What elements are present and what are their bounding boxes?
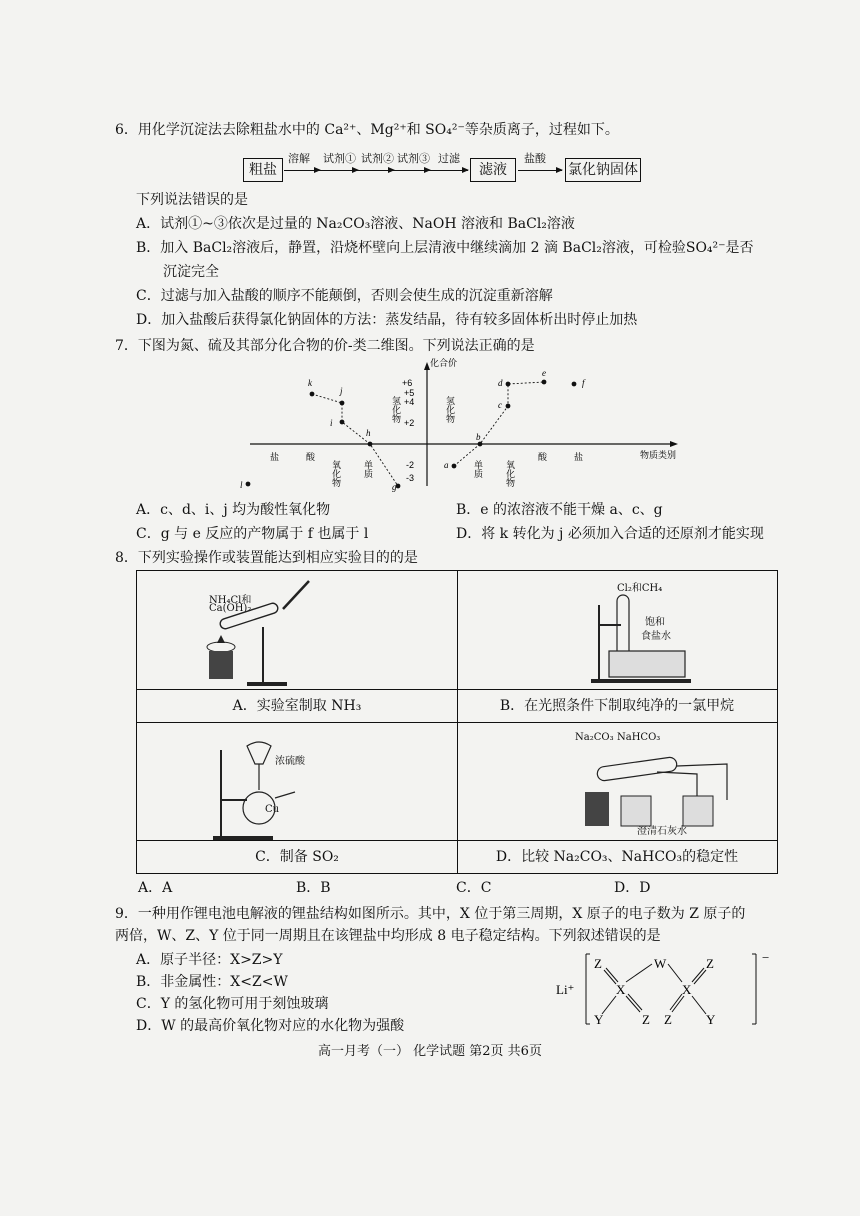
q6-option-d: D．加入盐酸后获得氯化钠固体的方法：蒸发结晶，待有较多固体析出时停止加热 bbox=[136, 312, 638, 328]
q6-option-b: B．加入 BaCl₂溶液后，静置，沿烧杯壁向上层清液中继续滴加 2 滴 BaCl₂溶液，可检验SO₄²⁻是否 bbox=[136, 240, 754, 256]
q9-option-d: D．W 的最高价氧化物对应的水化物为强酸 bbox=[136, 1018, 405, 1034]
page-footer: 高一月考（一） 化学试题 第2页 共6页 bbox=[318, 1044, 542, 1059]
q9-option-a: A．原子半径：X>Z>Y bbox=[136, 952, 283, 968]
ytick-4: +4 bbox=[404, 397, 415, 407]
ytick-5: +5 bbox=[404, 388, 415, 398]
cat-left-salt: 盐 bbox=[270, 452, 280, 462]
label-nahco3: NaHCO₃ bbox=[617, 732, 661, 743]
label-limewater: 澄清石灰水 bbox=[637, 826, 687, 837]
nitrogen-dashed-path bbox=[312, 394, 398, 486]
flow-arrow bbox=[430, 170, 468, 171]
apparatus-b bbox=[457, 571, 777, 722]
struct-z4: Z bbox=[664, 1012, 672, 1027]
label-na2co3: Na₂CO₃ bbox=[575, 732, 614, 743]
cat-left-oxide: 氧化物 bbox=[331, 460, 341, 487]
label-c: c bbox=[498, 400, 502, 410]
label-e: e bbox=[542, 368, 546, 378]
nh3-apparatus-drawing bbox=[197, 577, 337, 689]
ytick-neg2: -2 bbox=[406, 460, 415, 470]
struct-y2: Y bbox=[706, 1012, 716, 1027]
label-saturated: 饱和 bbox=[645, 617, 665, 628]
label-l: l bbox=[240, 480, 243, 490]
point-c bbox=[506, 404, 511, 409]
q7-option-b: B．e 的浓溶液不能干燥 a、c、g bbox=[456, 502, 663, 518]
flow-step-last: 盐酸 bbox=[524, 152, 546, 165]
point-l bbox=[246, 482, 251, 487]
q8-answer-a: A．A bbox=[138, 880, 173, 896]
point-h bbox=[368, 442, 373, 447]
flow-arrow bbox=[394, 170, 430, 171]
ytick-2: +2 bbox=[404, 418, 415, 428]
label-g: g bbox=[392, 482, 397, 492]
q8-answer-c: C．C bbox=[456, 880, 492, 896]
struct-z3: Z bbox=[642, 1012, 650, 1027]
apparatus-d bbox=[457, 722, 777, 873]
caption-d: D．比较 Na₂CO₃、NaHCO₃的稳定性 bbox=[457, 840, 777, 873]
flow-step-3: 试剂② bbox=[361, 152, 394, 165]
point-b bbox=[478, 442, 483, 447]
point-a bbox=[452, 464, 457, 469]
sulfur-dashed-path bbox=[454, 382, 544, 466]
struct-y1: Y bbox=[594, 1012, 604, 1027]
struct-w: W bbox=[654, 956, 667, 971]
point-f bbox=[572, 382, 577, 387]
flow-start-box: 粗盐 bbox=[243, 158, 283, 182]
flow-mid-box: 滤液 bbox=[470, 158, 516, 182]
q7-option-a: A．c、d、i、j 均为酸性氧化物 bbox=[136, 502, 331, 518]
label-caoh2: Ca(OH)₂ bbox=[209, 603, 252, 614]
cat-left-element: 单质 bbox=[363, 460, 373, 478]
label-d: d bbox=[498, 378, 503, 388]
flow-step-5: 过滤 bbox=[438, 152, 460, 165]
struct-x1: X bbox=[616, 982, 626, 997]
y-axis-label: 化合价 bbox=[430, 358, 458, 368]
ytick-6: +6 bbox=[402, 378, 413, 388]
q8-answer-b: B．B bbox=[296, 880, 331, 896]
point-i bbox=[340, 420, 345, 425]
label-b: b bbox=[476, 432, 481, 442]
flow-end-box: 氯化钠固体 bbox=[565, 158, 641, 182]
q7-option-c: C．g 与 e 反应的产物属于 f 也属于 l bbox=[136, 526, 369, 542]
cat-right-acid: 酸 bbox=[538, 452, 548, 462]
label-brine: 食盐水 bbox=[641, 631, 671, 642]
struct-li: Li⁺ bbox=[556, 982, 575, 997]
valence-class-chart bbox=[240, 356, 680, 492]
q9-stem-2: 两倍，W、Z、Y 位于同一周期且在该锂盐中均形成 8 电子稳定结构。下列叙述错误的是 bbox=[115, 928, 661, 944]
q8-answer-d: D．D bbox=[614, 880, 651, 896]
apparatus-c bbox=[137, 722, 457, 873]
label-i: i bbox=[330, 418, 333, 428]
q8-apparatus-table bbox=[136, 570, 778, 874]
q7-option-d: D．将 k 转化为 j 必须加入合适的还原剂才能实现 bbox=[456, 526, 764, 542]
caption-c: C．制备 SO₂ bbox=[137, 840, 457, 873]
flow-step-4: 试剂③ bbox=[397, 152, 430, 165]
x-axis-label: 物质类别 bbox=[640, 450, 677, 460]
cat-mid-left: 氢化物 bbox=[391, 396, 401, 423]
flow-arrow bbox=[284, 170, 320, 171]
point-e bbox=[542, 380, 547, 385]
label-conc-h2so4: 浓硫酸 bbox=[275, 756, 305, 767]
label-a: a bbox=[444, 460, 449, 470]
q9-option-c: C．Y 的氢化物可用于刻蚀玻璃 bbox=[136, 996, 329, 1012]
q6-option-b-cont: 沉淀完全 bbox=[163, 264, 219, 280]
label-k: k bbox=[308, 378, 312, 388]
cat-mid-right: 氢化物 bbox=[445, 396, 455, 423]
point-j bbox=[340, 401, 345, 406]
struct-z2: Z bbox=[706, 956, 714, 971]
bracket-left bbox=[586, 954, 590, 1024]
label-cu: Cu bbox=[265, 804, 280, 815]
lithium-salt-structure bbox=[556, 948, 776, 1030]
struct-x2: X bbox=[682, 982, 692, 997]
cat-right-oxide: 氧化物 bbox=[505, 460, 515, 487]
cat-right-element: 单质 bbox=[473, 460, 483, 478]
q8-stem: 8．下列实验操作或装置能达到相应实验目的的是 bbox=[115, 550, 418, 566]
flow-step-2: 试剂① bbox=[323, 152, 356, 165]
carbonate-stability-drawing bbox=[577, 740, 737, 836]
label-h: h bbox=[366, 428, 371, 438]
q6-option-a: A．试剂①~③依次是过量的 Na₂CO₃溶液、NaOH 溶液和 BaCl₂溶液 bbox=[136, 216, 575, 232]
q9-option-b: B．非金属性：X<Z<W bbox=[136, 974, 288, 990]
q6-stem: 6．用化学沉淀法去除粗盐水中的 Ca²⁺、Mg²⁺和 SO₄²⁻等杂质离子，过程如下。 bbox=[115, 122, 619, 138]
chlorination-apparatus-drawing bbox=[587, 585, 697, 691]
so2-apparatus-drawing bbox=[207, 732, 317, 842]
flow-arrow bbox=[518, 170, 562, 171]
q6-option-c: C．过滤与加入盐酸的顺序不能颠倒，否则会使生成的沉淀重新溶解 bbox=[136, 288, 553, 304]
flow-arrow bbox=[358, 170, 394, 171]
q6-prompt: 下列说法错误的是 bbox=[136, 192, 248, 208]
label-nh4cl: NH₄Cl和 bbox=[209, 595, 252, 606]
bracket-right bbox=[752, 954, 756, 1024]
q9-stem-1: 9．一种用作锂电池电解液的锂盐结构如图所示。其中，X 位于第三周期，X 原子的电子数为 Z 原子的 bbox=[115, 906, 746, 922]
caption-a: A．实验室制取 NH₃ bbox=[137, 689, 457, 722]
q7-stem: 7．下图为氮、硫及其部分化合物的价-类二维图。下列说法正确的是 bbox=[115, 338, 535, 354]
cat-left-acid: 酸 bbox=[306, 452, 316, 462]
label-f: f bbox=[582, 378, 585, 388]
ytick-neg3: -3 bbox=[406, 473, 415, 483]
caption-b: B．在光照条件下制取纯净的一氯甲烷 bbox=[457, 689, 777, 722]
label-cl2-ch4: Cl₂和CH₄ bbox=[617, 583, 663, 594]
struct-charge: − bbox=[762, 950, 770, 965]
label-j: j bbox=[340, 386, 343, 396]
point-d bbox=[506, 382, 511, 387]
point-k bbox=[310, 392, 315, 397]
apparatus-a bbox=[137, 571, 457, 722]
flow-step-1: 溶解 bbox=[288, 152, 310, 165]
cat-right-salt: 盐 bbox=[574, 452, 584, 462]
flow-arrow bbox=[320, 170, 358, 171]
struct-z1: Z bbox=[594, 956, 602, 971]
